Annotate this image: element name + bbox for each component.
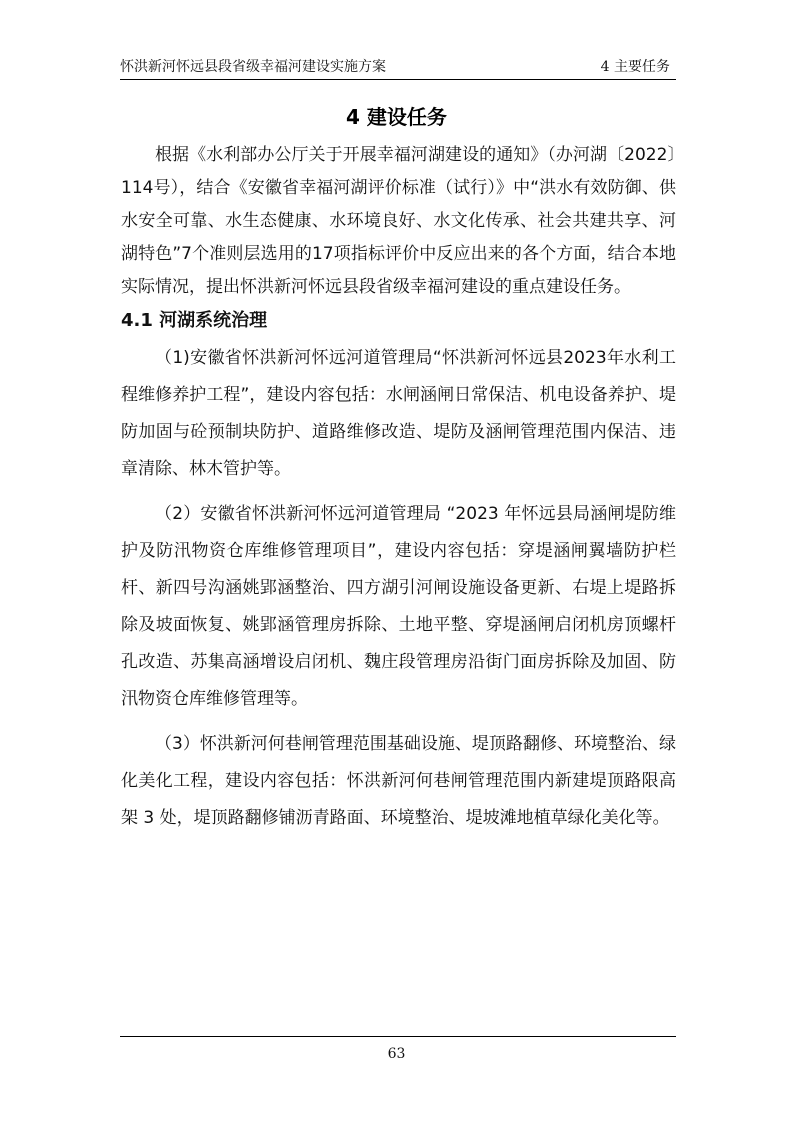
header-rule xyxy=(120,79,676,80)
chapter-title: 4 建设任务 xyxy=(346,105,447,129)
intro-paragraph: 根据《水利部办公厅关于开展幸福河湖建设的通知》（办河湖〔2022〕114号），结合《安徽省幸福河湖评价标准（试行）》中“洪水有效防御、供水安全可靠、水生态健康、水环境良好、水文化传承、社会共建共享、河湖特色”7个准则层选用的17项指标评价中反应出来的各个方面，结合本地实际情况，提出怀洪新河怀远县段省级幸福河建设的重点建设任务。 xyxy=(121,145,676,297)
task-item-2: （2）安徽省怀洪新河怀远河道管理局 “2023 年怀远县局涵闸堤防维护及防汛物资仓库维修管理项目”，建设内容包括：穿堤涵闸翼墙防护栏杆、新四号沟涵姚郢涵整治、四方湖引河闸设施设备更新、右堤上堤路拆除及坡面恢复、姚郢涵管理房拆除、土地平整、穿堤涵闸启闭机房顶螺杆孔改造、苏集高涵增设启闭机、魏庄段管理房沿街门面房拆除及加固、防汛物资仓库维修管理等。 xyxy=(121,504,676,709)
header-chapter-label: 4 主要任务 xyxy=(600,59,670,75)
page-number: 63 xyxy=(387,1046,406,1062)
task-item-3: （3）怀洪新河何巷闸管理范围基础设施、堤顶路翻修、环境整治、绿化美化工程，建设内容包括：怀洪新河何巷闸管理范围内新建堤顶路限高架 3 处，堤顶路翻修铺沥青路面、环境整治、堤坡滩地植草绿化美化等。 xyxy=(121,734,676,828)
running-header xyxy=(120,52,676,78)
header-document-title: 怀洪新河怀远县段省级幸福河建设实施方案 xyxy=(120,59,386,75)
body-text xyxy=(121,139,676,837)
footer-rule xyxy=(120,1036,676,1037)
task-item-1: （1)安徽省怀洪新河怀远河道管理局“怀洪新河怀远县2023年水利工程维修养护工程”，建设内容包括：水闸涵闸日常保洁、机电设备养护、堤防加固与砼预制块防护、道路维修改造、堤防及涵闸管理范围内保洁、违章清除、林木管护等。 xyxy=(121,348,676,479)
section-heading: 4.1 河湖系统治理 xyxy=(121,310,268,331)
